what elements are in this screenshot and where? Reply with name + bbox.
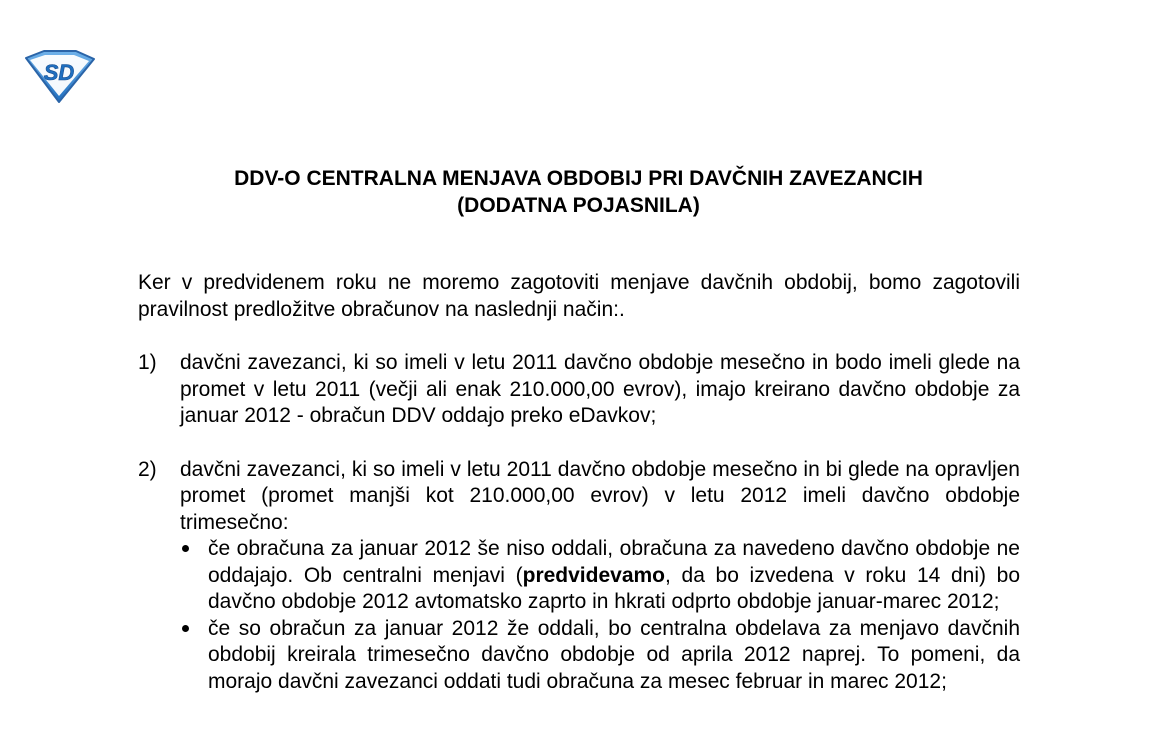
sub-bullet-list	[180, 536, 1020, 695]
item-number: 2)	[138, 457, 157, 481]
list-item-1	[138, 350, 1020, 430]
item-text: davčni zavezanci, ki so imeli v letu 2011 davčno obdobje mesečno in bodo imeli glede na promet v letu 2011 (večji ali enak 210.000,00 evrov), imajo kreirano davčno obdobje za januar 2012 - obračun DDV oddajo preko eDavkov;	[180, 351, 1020, 427]
logo-text: SD	[43, 60, 75, 85]
bullet-text-after: , da bo izvedena v roku 14 dni) bo davčno obdobje 2012 avtomatsko zaprto in hkrati odprto obdobje januar-marec 2012;	[208, 563, 1020, 613]
bullet-text-before: če obračuna za januar 2012 še niso oddali, obračuna za navedeno davčno obdobje ne oddajajo. Ob centralni menjavi (	[208, 537, 1020, 587]
title-line-1: DDV-O CENTRALNA MENJAVA OBDOBIJ PRI DAVČNIH ZAVEZANCIH	[234, 167, 923, 190]
document-title	[0, 165, 1157, 219]
item-number: 1)	[138, 351, 157, 374]
title-line-2: (DODATNA POJASNILA)	[457, 194, 700, 217]
bullet-emphasis: predvidevamo	[522, 563, 666, 587]
document-body	[138, 270, 1020, 722]
bullet-dot-icon	[182, 545, 189, 552]
sub-bullet-2	[180, 616, 1020, 696]
bullet-text: če so obračun za januar 2012 že oddali, bo centralna obdelava za menjavo davčnih obdobij kreirala trimesečno davčno obdobje od aprila 2012 naprej. To pomeni, da morajo davčni zavezanci oddati tudi obračuna za mesec februar in marec 2012;	[208, 616, 1020, 693]
item-text: davčni zavezanci, ki so imeli v letu 2011 davčno obdobje mesečno in bi glede na opravljen promet (promet manjši kot 210.000,00 evrov) v letu 2012 imeli davčno obdobje trimesečno:	[180, 457, 1020, 534]
intro-paragraph: Ker v predvidenem roku ne moremo zagotoviti menjave davčnih obdobij, bomo zagotovili pravilnost predložitve obračunov na naslednji način:.	[138, 271, 1020, 321]
bullet-dot-icon	[182, 625, 189, 632]
company-logo	[22, 49, 96, 103]
sub-bullet-1	[180, 536, 1020, 616]
list-item-2	[138, 457, 1020, 696]
